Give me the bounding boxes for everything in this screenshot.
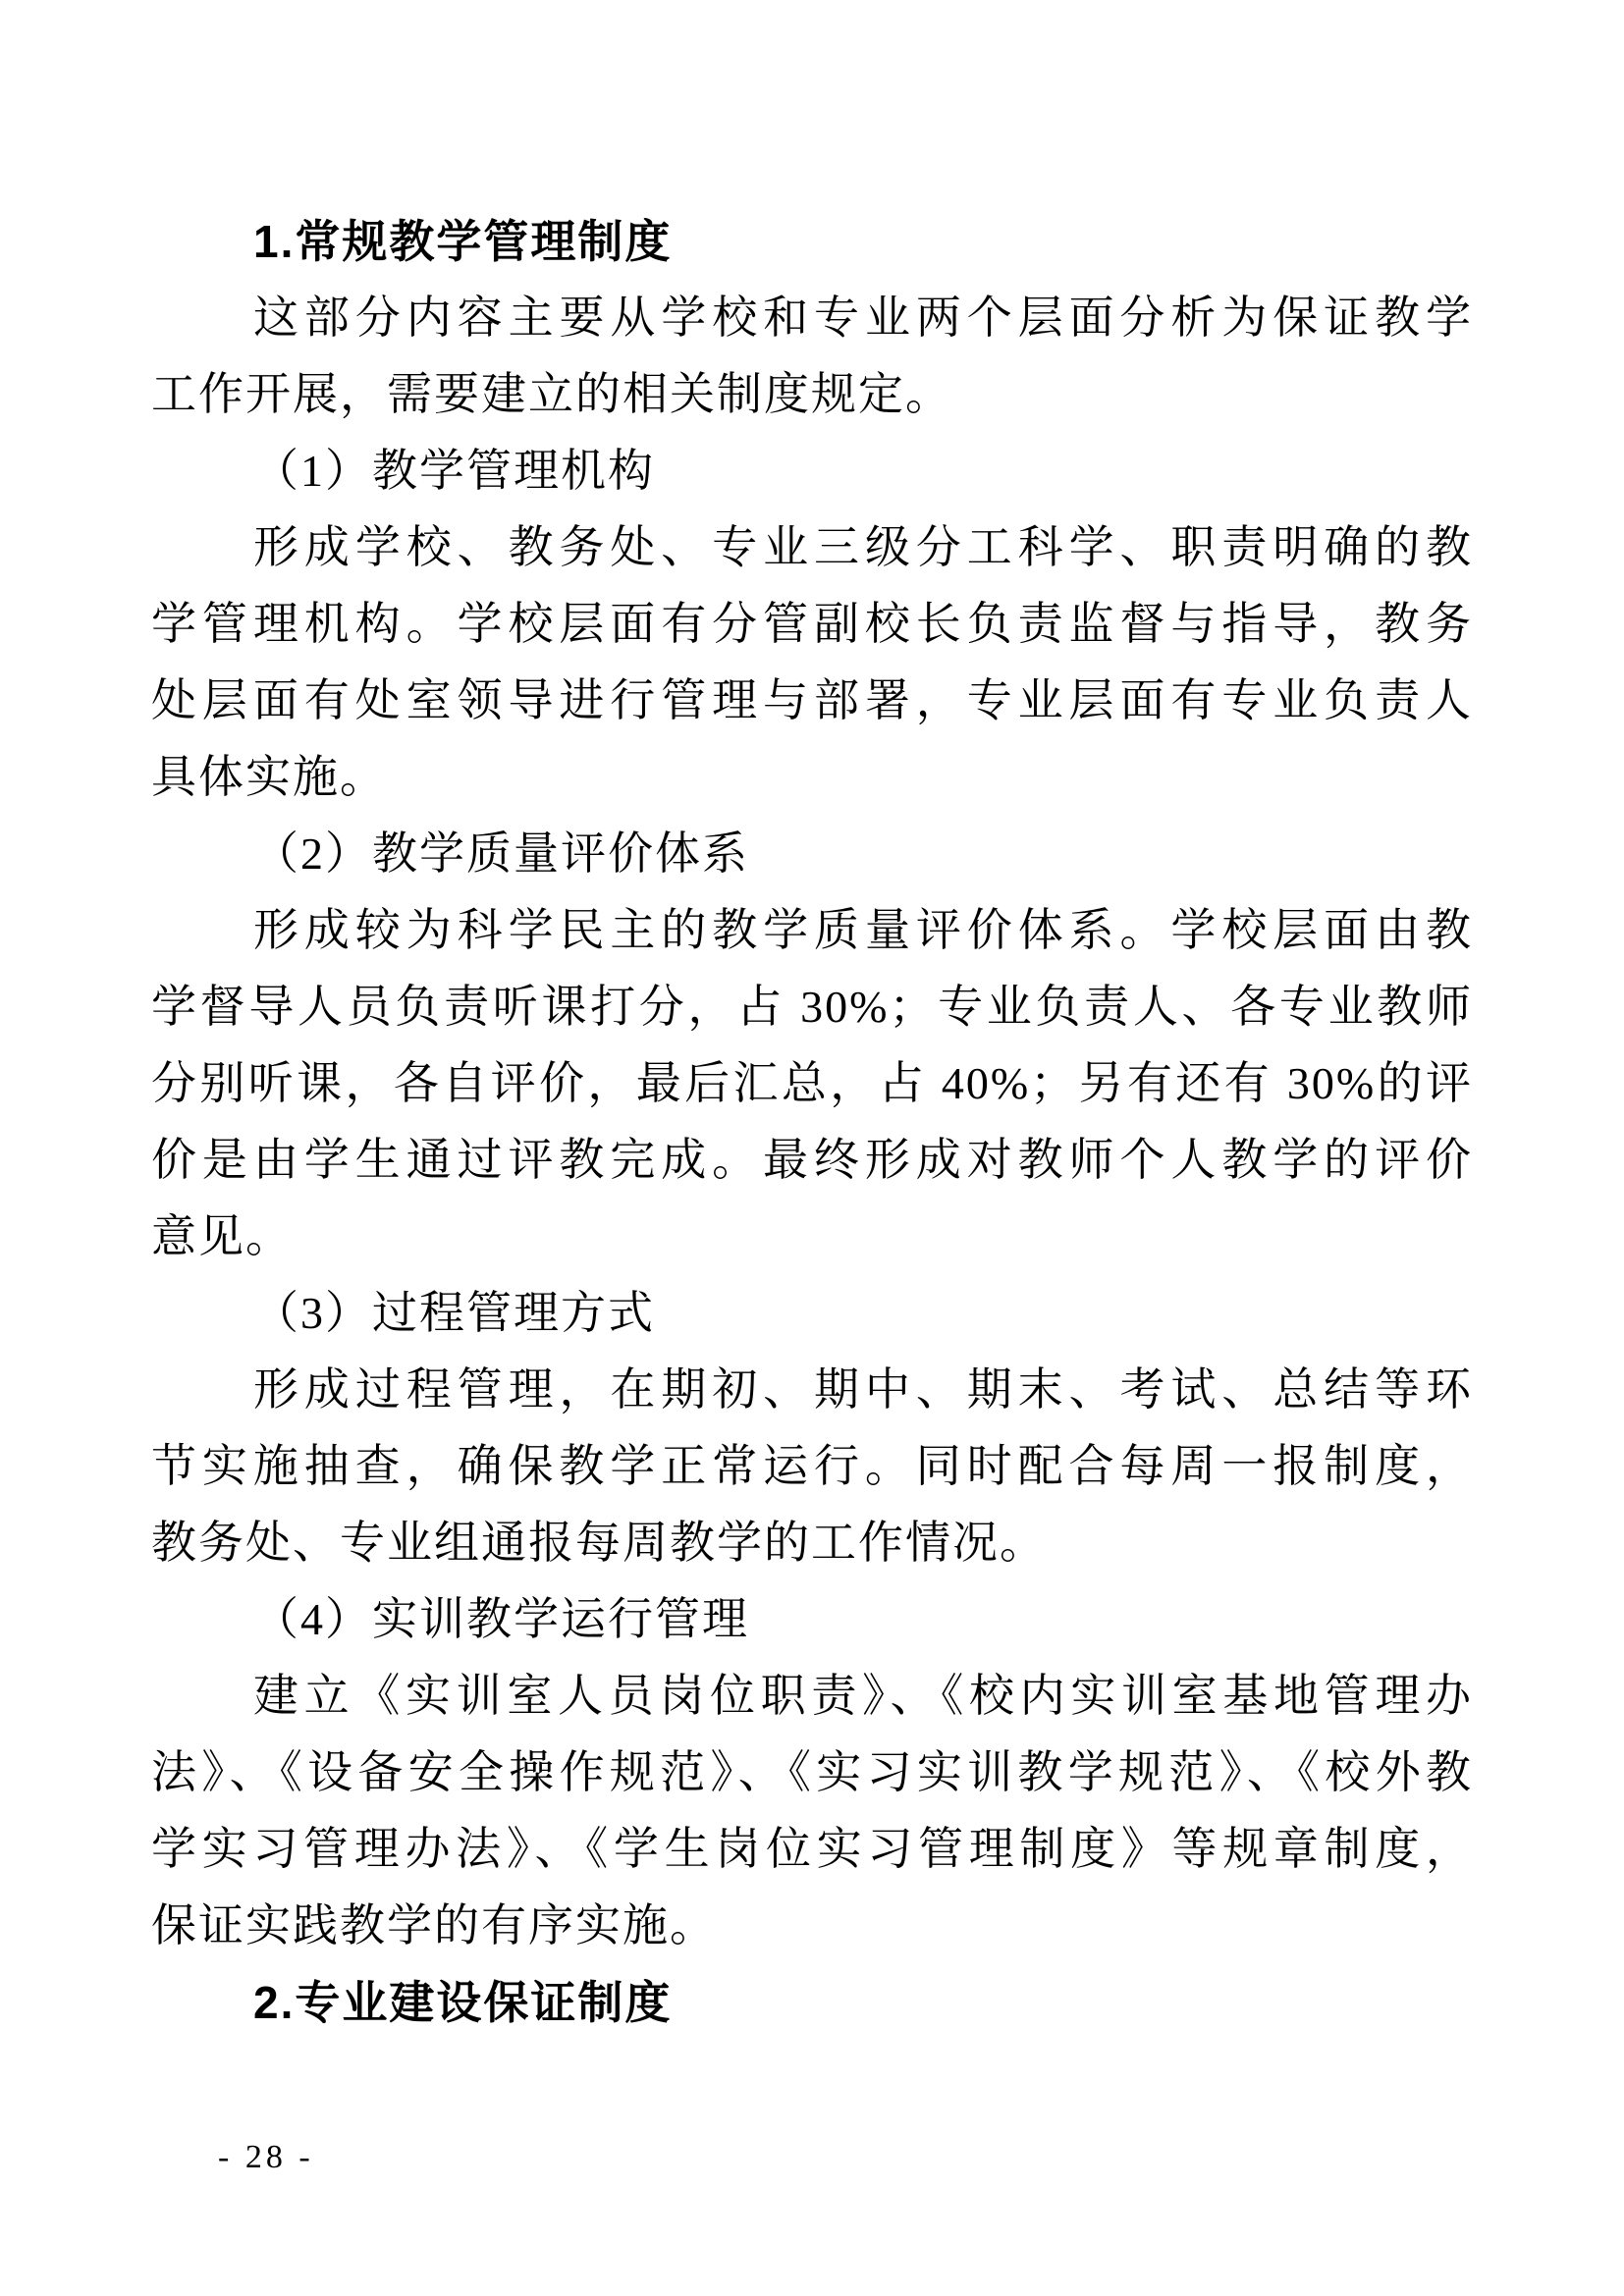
- section-heading-specialty-construction: 2.专业建设保证制度: [253, 1977, 673, 2028]
- section-heading-regular-teaching-management: 1.常规教学管理制度: [253, 216, 673, 267]
- body-line: 价是由学生通过评教完成。最终形成对教师个人教学的评价: [151, 1135, 1473, 1185]
- body-line: 意见。: [151, 1211, 293, 1261]
- body-line: 工作开展，需要建立的相关制度规定。: [151, 369, 952, 419]
- body-line: 分别听课，各自评价，最后汇总，占 40%；另有还有 30%的评: [151, 1058, 1473, 1108]
- page-number: - 28 -: [218, 2139, 314, 2175]
- subheading-2-teaching-quality-evaluation: （2）教学质量评价体系: [253, 828, 749, 879]
- subheading-3-process-management: （3）过程管理方式: [253, 1288, 655, 1338]
- subheading-1-teaching-management-organization: （1）教学管理机构: [253, 446, 655, 496]
- body-line: 节实施抽查，确保教学正常运行。同时配合每周一报制度，: [151, 1441, 1473, 1491]
- body-line: 学管理机构。学校层面有分管副校长负责监督与指导，教务: [151, 599, 1473, 649]
- body-line: 形成学校、教务处、专业三级分工科学、职责明确的教: [253, 522, 1473, 572]
- subheading-4-practical-training-management: （4）实训教学运行管理: [253, 1594, 749, 1644]
- body-line: 形成过程管理，在期初、期中、期末、考试、总结等环: [253, 1364, 1473, 1415]
- body-line: 教务处、专业组通报每周教学的工作情况。: [151, 1518, 1047, 1568]
- page-footer: [218, 2138, 314, 2177]
- body-line: 形成较为科学民主的教学质量评价体系。学校层面由教: [253, 905, 1473, 955]
- body-line: 法》、《设备安全操作规范》、《实习实训教学规范》、《校外教: [151, 1747, 1473, 1797]
- body-line: 处层面有处室领导进行管理与部署，专业层面有专业负责人: [151, 675, 1473, 725]
- body-line: 学督导人员负责听课打分，占 30%；专业负责人、各专业教师: [151, 982, 1473, 1032]
- document-body: [151, 203, 1473, 2041]
- body-line: 保证实践教学的有序实施。: [151, 1900, 717, 1950]
- body-line: 学实习管理办法》、《学生岗位实习管理制度》等规章制度，: [151, 1824, 1473, 1874]
- body-line: 具体实施。: [151, 752, 387, 802]
- body-line: 建立《实训室人员岗位职责》、《校内实训室基地管理办: [253, 1671, 1473, 1721]
- body-line: 这部分内容主要从学校和专业两个层面分析为保证教学: [253, 293, 1473, 343]
